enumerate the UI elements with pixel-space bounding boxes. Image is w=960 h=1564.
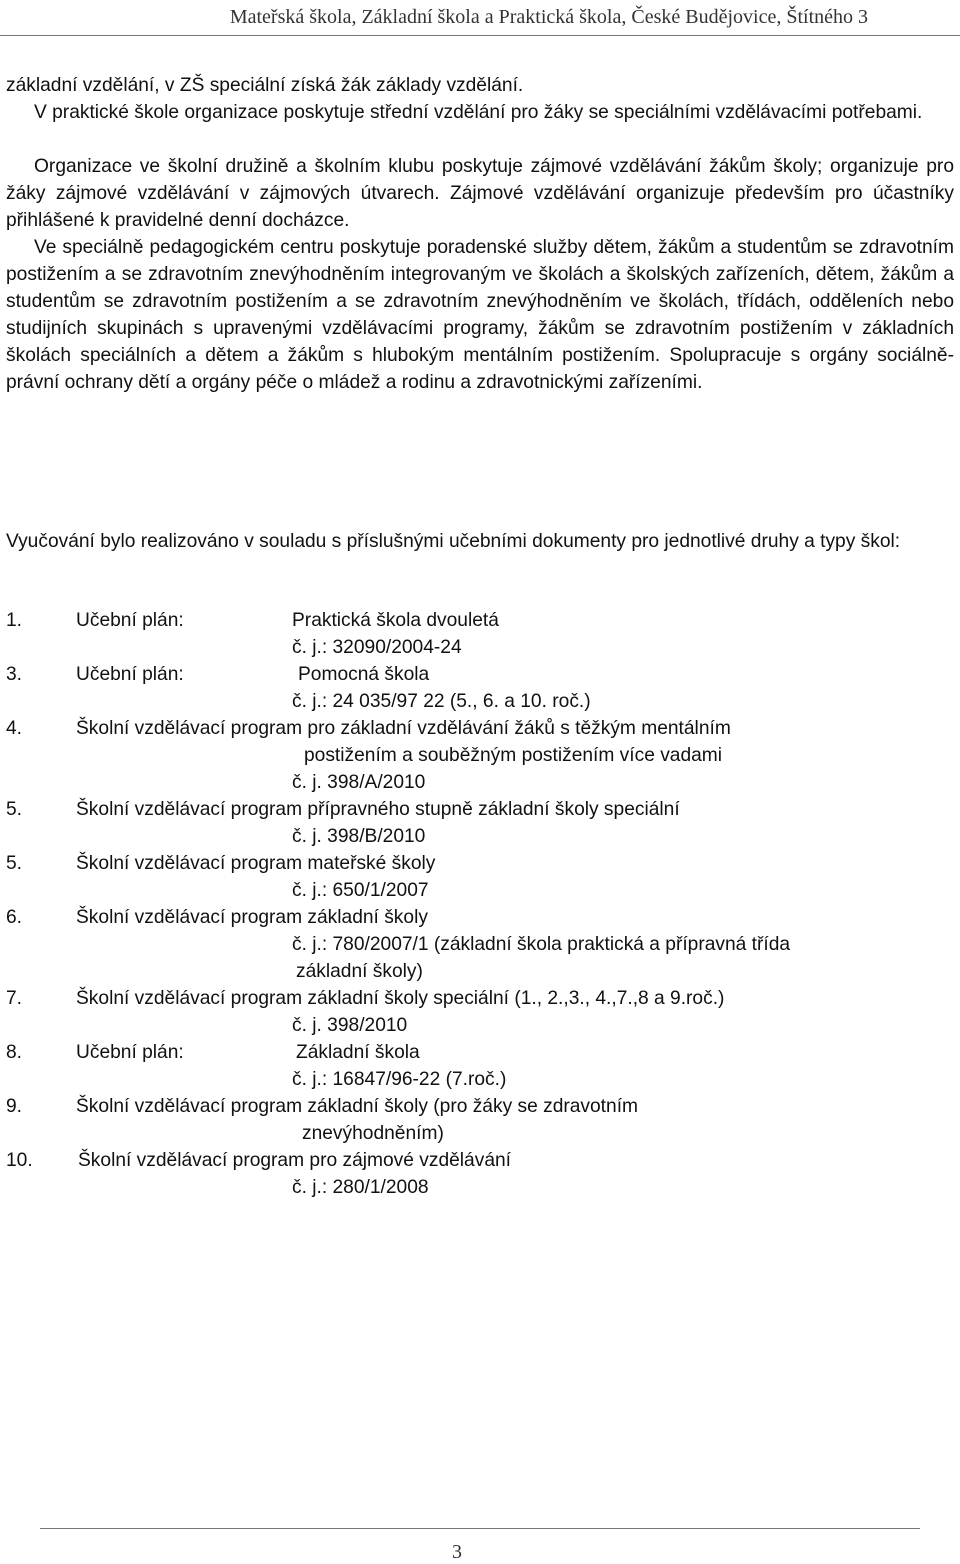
page-number: 3 (452, 1541, 462, 1563)
list-item-number: 9. (6, 1096, 23, 1117)
list-item-title: Základní škola (296, 1042, 420, 1063)
list-item-label: Školní vzdělávací program základní školy speciální (1., 2.,3., 4.,7.,8 a 9.roč.) (76, 988, 725, 1009)
list-item (6, 796, 954, 823)
list-item (6, 1039, 954, 1066)
paragraph-5: Vyučování bylo realizováno v souladu s příslušnými učebními dokumenty pro jednotlivé druhy a typy škol: (6, 531, 901, 552)
list-item-label: Učební plán: (76, 610, 184, 631)
list-item-label: Školní vzdělávací program základní školy (pro žáky se zdravotním (76, 1096, 639, 1117)
list-item (6, 850, 954, 877)
list-item (6, 607, 954, 634)
list-item-reference: č. j.: 780/2007/1 (základní škola praktická a přípravná třída (292, 934, 791, 955)
paragraph-1: základní vzdělání, v ZŠ speciální získá žák základy vzdělání. (6, 75, 524, 96)
paragraph-3: Organizace ve školní družině a školním klubu poskytuje zájmové vzdělávání žákům školy; organizuje pro žáky zájmové vzdělávání v zájmových útvarech. Zájmové vzdělávání organizuje především pro účastníky přihlášené k pravidelné denní docházce. (6, 156, 954, 231)
list-item (6, 904, 954, 931)
list-item-reference: č. j.: 24 035/97 22 (5., 6. a 10. roč.) (292, 691, 591, 712)
list-item-reference: č. j. 398/B/2010 (292, 826, 426, 847)
list-item-number: 8. (6, 1042, 23, 1063)
list-item-continuation: základní školy) (296, 961, 423, 982)
page-header (0, 0, 960, 40)
list-item-number: 7. (6, 988, 23, 1009)
list-item-label: Školní vzdělávací program základní školy (76, 907, 428, 928)
list-item-continuation: znevýhodněním) (302, 1123, 444, 1144)
list-item (6, 715, 954, 742)
list-item-number: 6. (6, 907, 23, 928)
paragraph-4: Ve speciálně pedagogickém centru poskytuje poradenské služby dětem, žákům a studentům se zdravotním postižením a se zdravotním znevýhodněním integrovaným ve školách a školských zařízeních, dětem, žákům a studentům se zdravotním postižením a se zdravotním znevýhodněním ve školách, třídách, odděleních nebo studijních skupinách s upravenými vzdělávacími programy, žákům se zdravotním postižením v základních školách speciálních a dětem a žákům s hlubokým mentálním postižením. Spolupracuje s orgány sociálně-právní ochrany dětí a orgány péče o mládež a rodinu a zdravotnickými zařízeními. (6, 237, 954, 393)
list-item-continuation: postižením a souběžným postižením více vadami (304, 745, 723, 766)
list-item-reference: č. j.: 32090/2004-24 (292, 637, 462, 658)
list-item-label: Školní vzdělávací program mateřské školy (76, 853, 436, 874)
list-item-reference: č. j. 398/A/2010 (292, 772, 426, 793)
header-divider (0, 35, 960, 36)
list-item (6, 1093, 954, 1120)
list-item (6, 661, 954, 688)
list-item-number: 3. (6, 664, 23, 685)
paragraph-2: V praktické škole organizace poskytuje střední vzdělání pro žáky se speciálními vzdělávacími potřebami. (34, 102, 923, 123)
list-item-reference: č. j. 398/2010 (292, 1015, 408, 1036)
list-item-number: 5. (6, 853, 23, 874)
list-item-number: 1. (6, 610, 23, 631)
curriculum-list (6, 607, 954, 1201)
list-item-label: Školní vzdělávací program pro základní vzdělávání žáků s těžkým mentálním (76, 718, 731, 739)
list-item-number: 5. (6, 799, 23, 820)
list-item-reference: č. j.: 16847/96-22 (7.roč.) (292, 1069, 507, 1090)
list-item (6, 1147, 954, 1174)
footer-divider (40, 1528, 920, 1529)
list-item-reference: č. j.: 650/1/2007 (292, 880, 429, 901)
list-item-label: Učební plán: (76, 1042, 184, 1063)
list-item (6, 985, 954, 1012)
list-item-label: Školní vzdělávací program přípravného stupně základní školy speciální (76, 799, 680, 820)
list-item-number: 10. (6, 1150, 33, 1171)
list-item-reference: č. j.: 280/1/2008 (292, 1177, 429, 1198)
list-item-label: Učební plán: (76, 664, 184, 685)
list-item-title: Praktická škola dvouletá (292, 610, 499, 631)
header-title: Mateřská škola, Základní škola a Praktická škola, České Budějovice, Štítného 3 (229, 6, 868, 28)
list-item-title: Pomocná škola (298, 664, 430, 685)
list-item-number: 4. (6, 718, 23, 739)
list-item-label: Školní vzdělávací program pro zájmové vzdělávání (78, 1150, 511, 1171)
